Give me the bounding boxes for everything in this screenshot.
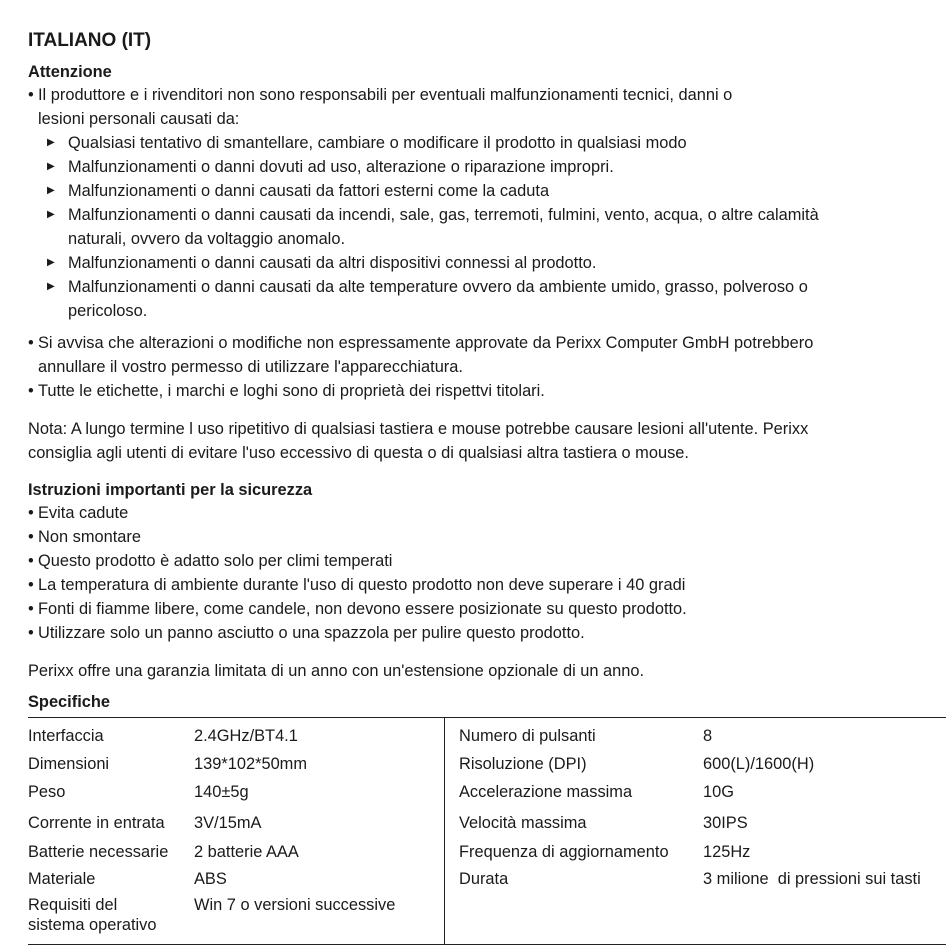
- safety-list: [28, 501, 946, 645]
- table-row: Accelerazione massima 10G: [459, 783, 734, 801]
- table-row: Risoluzione (DPI) 600(L)/1600(H): [459, 755, 815, 773]
- triangle-bullet-icon: ▶: [47, 209, 55, 220]
- triangle-bullet-icon: ▶: [47, 161, 55, 172]
- table-row: Requisiti del sistema operativo Win 7 o versioni successive: [28, 896, 396, 934]
- table-row: Peso 140±5g: [28, 783, 249, 801]
- triangle-bullet-icon: ▶: [47, 281, 55, 292]
- list-item: ▶ Qualsiasi tentativo di smantellare, cambiare o modificare il prodotto in qualsiasi modo: [28, 131, 946, 155]
- list-item: ▶ Malfunzionamenti o danni causati da incendi, sale, gas, terremoti, fulmini, vento, acqua, o altre calamità naturali, ovvero da voltaggio anomalo.: [28, 203, 946, 251]
- table-row: Frequenza di aggiornamento 125Hz: [459, 843, 751, 861]
- causes-list: [28, 131, 946, 323]
- table-row: Corrente in entrata 3V/15mA: [28, 814, 262, 832]
- table-row: Velocità massima 30IPS: [459, 814, 748, 832]
- attention-heading: Attenzione: [28, 63, 112, 81]
- specs-heading: Specifiche: [28, 693, 110, 711]
- list-item: • Utilizzare solo un panno asciutto o una spazzola per pulire questo prodotto.: [28, 621, 946, 645]
- list-item: ▶ Malfunzionamenti o danni causati da altri dispositivi connessi al prodotto.: [28, 251, 946, 275]
- modification-notice: • Si avvisa che alterazioni o modifiche non espressamente approvate da Perixx Computer GmbH potrebbero annullare il vostro permesso di utilizzare l'apparecchiatura.: [28, 331, 946, 379]
- specs-table: [28, 717, 946, 945]
- list-item: • La temperatura di ambiente durante l'uso di questo prodotto non deve superare i 40 gradi: [28, 573, 946, 597]
- triangle-bullet-icon: ▶: [47, 185, 55, 196]
- list-item: • Non smontare: [28, 525, 946, 549]
- warranty-text: Perixx offre una garanzia limitata di un anno con un'estensione opzionale di un anno.: [28, 662, 645, 680]
- usage-note: Nota: A lungo termine l uso ripetitivo di qualsiasi tastiera e mouse potrebbe causare lesioni all'utente. Perixx consiglia agli utenti di evitare l'uso eccessivo di questa o di qualsiasi altra tastiera o mouse.: [28, 420, 809, 462]
- safety-heading: Istruzioni importanti per la sicurezza: [28, 481, 313, 499]
- manual-page: [28, 28, 946, 945]
- specs-right-column: [445, 718, 946, 944]
- table-row: Materiale ABS: [28, 870, 227, 888]
- table-row: Interfaccia 2.4GHz/BT4.1: [28, 727, 298, 745]
- attention-intro: • Il produttore e i rivenditori non sono responsabili per eventuali malfunzionamenti tecnici, danni o lesioni personali causati da:: [28, 83, 946, 131]
- list-item: ▶ Malfunzionamenti o danni causati da fattori esterni come la caduta: [28, 179, 946, 203]
- list-item: ▶ Malfunzionamenti o danni dovuti ad uso, alterazione o riparazione impropri.: [28, 155, 946, 179]
- table-row: Dimensioni 139*102*50mm: [28, 755, 307, 773]
- list-item: ▶ Malfunzionamenti o danni causati da alte temperature ovvero da ambiente umido, grasso, polveroso o pericoloso.: [28, 275, 946, 323]
- table-row: Durata 3 milione di pressioni sui tasti: [459, 870, 921, 888]
- triangle-bullet-icon: ▶: [47, 257, 55, 268]
- list-item: • Evita cadute: [28, 501, 946, 525]
- trademark-notice: • Tutte le etichette, i marchi e loghi sono di proprietà dei rispettvi titolari.: [28, 379, 946, 403]
- list-item: • Questo prodotto è adatto solo per climi temperati: [28, 549, 946, 573]
- table-row: Batterie necessarie 2 batterie AAA: [28, 843, 299, 861]
- specs-left-column: [28, 718, 445, 944]
- table-row: Numero di pulsanti 8: [459, 727, 713, 745]
- page-title: ITALIANO (IT): [28, 30, 152, 51]
- triangle-bullet-icon: ▶: [47, 137, 55, 148]
- list-item: • Fonti di fiamme libere, come candele, non devono essere posizionate su questo prodotto.: [28, 597, 946, 621]
